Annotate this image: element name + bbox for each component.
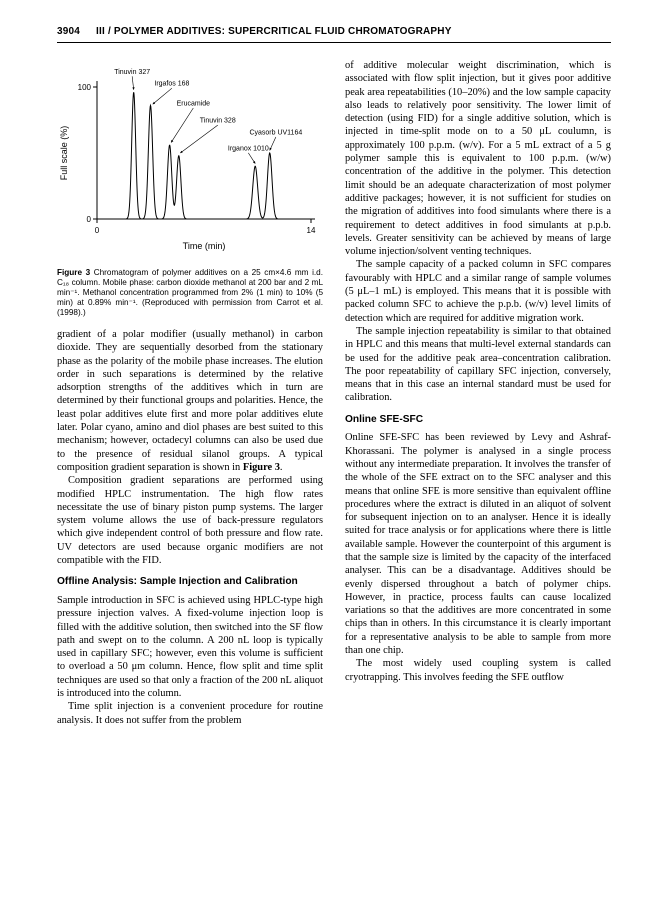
figure-3 — [57, 61, 323, 318]
chromatogram-svg — [57, 61, 323, 257]
figure-caption-text: Chromatogram of polymer additives on a 25 cm×4.6 mm i.d. C₁₈ column. Mobile phase: carbon dioxide methanol at 200 bar and 2 mL min⁻¹. Methanol concentration programmed from 2% (1 min) to 10% (5 min) at 0.89% min⁻¹. (Reproduced with permission from Carrot et al. (1998).) — [57, 268, 323, 317]
paragraph-sample-capacity: The sample capacity of a packed column in SFC compares favourably with HPLC and a similar range of sample volumes (5 μL–1 mL) is employed. This means that it is possible with packed column SFC to achieve the p.p.b. (w/v) level limits of detection which are required for additive migration work. — [345, 259, 611, 324]
paragraph-text: gradient of a polar modifier (usually methanol) in carbon dioxide. They are sequentially desorbed from the stationary phase as the polarity of the mobile phase increases. The elution order in such separations is determined by the relative adsorption strengths of the additives which in turn are determined by their functional groups and polarities. Hence, the least polar additives elute first and more polar additives elute later. Polar cyano, amino and diol phases are best suited to this mechanism; however, octadecyl columns can also be used due to the presence of residual silanol groups. A typical composition gradient separation is shown in — [57, 329, 323, 473]
paragraph-injection-repeatability: The sample injection repeatability is similar to that obtained in HPLC and this means that multi-level external standards can be used for the additive peak area–concentration calibration. The poor repeatability of capillary SFC injection, conversely, means that in this case an internal standard must be used for calibration. — [345, 325, 611, 404]
right-column — [345, 59, 611, 727]
section-heading-offline-analysis: Offline Analysis: Sample Injection and Calibration — [57, 576, 298, 588]
y-tick-label: 100 — [77, 83, 91, 92]
peak-label: Cyasorb UV1164 — [249, 129, 303, 137]
peak-label-leader — [180, 125, 217, 153]
paragraph-online-sfe-sfc: Online SFE-SFC has been reviewed by Levy and Ashraf-Khorassani. The polymer is analysed in a single process without any intermediate preparation. It involves the transfer of the whole of the SFE extract on to the SFC analyser and this means that online SFE is more sensitive than equivalent offline procedures where the extract is diluted in an aliquot of solvent for subsequent injection on to an analyser. Hence it is ideally suited for trace analysis or for applications where there is little available sample. However the counterpoint of this argument is that the sample size is limited by the capacity of the interfaced analyser. This can be a disadvantage. Additives should be evenly dispersed throughout a batch of polymer chips. However, in practice, process faults can cause localized variations so that the additives are more concentrated in some chips than in others. In this circumstance it is clearly important for a representative analysis to be able to sample from more than one chip. — [345, 432, 611, 657]
peak-label-leader — [248, 153, 255, 164]
paragraph-composition-gradient: Composition gradient separations are performed using modified HPLC instrumentation. The high flow rates necessitate the use of binary piston pump systems. The larger system volume allows the use of back-pressure regulators which give independent control of both pressure and flow rate. UV detectors are used because organic modifiers are not compatible with the FID. — [57, 475, 323, 567]
chromatogram-trace — [97, 92, 311, 219]
page-header — [57, 26, 611, 43]
y-axis-label: Full scale (%) — [59, 125, 69, 181]
peak-label-leader — [270, 137, 276, 150]
running-title: III / POLYMER ADDITIVES: SUPERCRITICAL FLUID CHROMATOGRAPHY — [96, 26, 452, 37]
peak-label-leader — [153, 88, 172, 104]
figure-label: Figure 3 — [57, 268, 91, 277]
y-tick-label: 0 — [86, 215, 91, 224]
peak-label: Irganox 1010 — [227, 145, 269, 153]
left-column — [57, 59, 323, 727]
x-tick-label: 14 — [306, 226, 316, 235]
peak-label: Tinuvin 328 — [199, 117, 236, 125]
peak-label: Irgafos 168 — [154, 80, 190, 88]
peak-label: Tinuvin 327 — [114, 68, 151, 76]
figure-caption — [57, 268, 323, 318]
paragraph-text: . — [279, 461, 283, 473]
figure-reference: Figure 3 — [242, 461, 280, 473]
x-axis-label: Time (min) — [182, 241, 226, 251]
page-number: 3904 — [57, 26, 81, 37]
x-tick-label: 0 — [94, 226, 100, 235]
paragraph-time-split: Time split injection is a convenient procedure for routine analysis. It does not suffer from the problem — [57, 701, 323, 726]
peak-label-leader — [132, 76, 134, 89]
paragraph-discrimination: of additive molecular weight discrimination, which is associated with flow split injection, but it gives poor additive peak area repeatabilities (10–20%) and the low sample capacity also leads to relatively poor sensitivity. The lower limit of detection (using FID) for a single additive solution, which is injected in time-split mode on to a 50 μL coulumn, is approximately 100 p.p.m. (w/v). For a 5 mL extract of a 5 g polymer sample this is equivalent to 100 p.p.m. (w/w) concentration of the additive in the polymer. This detection limit should be an adequate characterization of most polymer additive packages; however, it is not sufficient for studies on the migration of additives into food simulants where there is a requirement to detect additives in food simulants at p.p.b. levels. Greater sensitivity can be achieved by means of large volume injection/solvent venting techniques. — [345, 60, 611, 258]
paragraph-gradient — [57, 328, 323, 474]
peak-label-leader — [171, 108, 193, 142]
section-heading-online-sfe-sfc: Online SFE-SFC — [345, 413, 424, 425]
content-columns — [57, 59, 611, 727]
peak-label: Erucamide — [176, 100, 211, 108]
paragraph-cryotrapping: The most widely used coupling system is called cryotrapping. This involves feeding the SFE outflow — [345, 658, 611, 683]
paragraph-sample-introduction: Sample introduction in SFC is achieved using HPLC-type high pressure injection valves. A fixed-volume injection loop is filled with the additive solution, then switched into the SF flow path and swept on to the column. A 200 nL loop is typically used in capillary SFC; however, even this volume is sufficient to overload a 50 μm column. Hence, flow split and time split techniques are used so that only a fraction of the 200 nL aliquot is introduced into the column. — [57, 594, 323, 700]
